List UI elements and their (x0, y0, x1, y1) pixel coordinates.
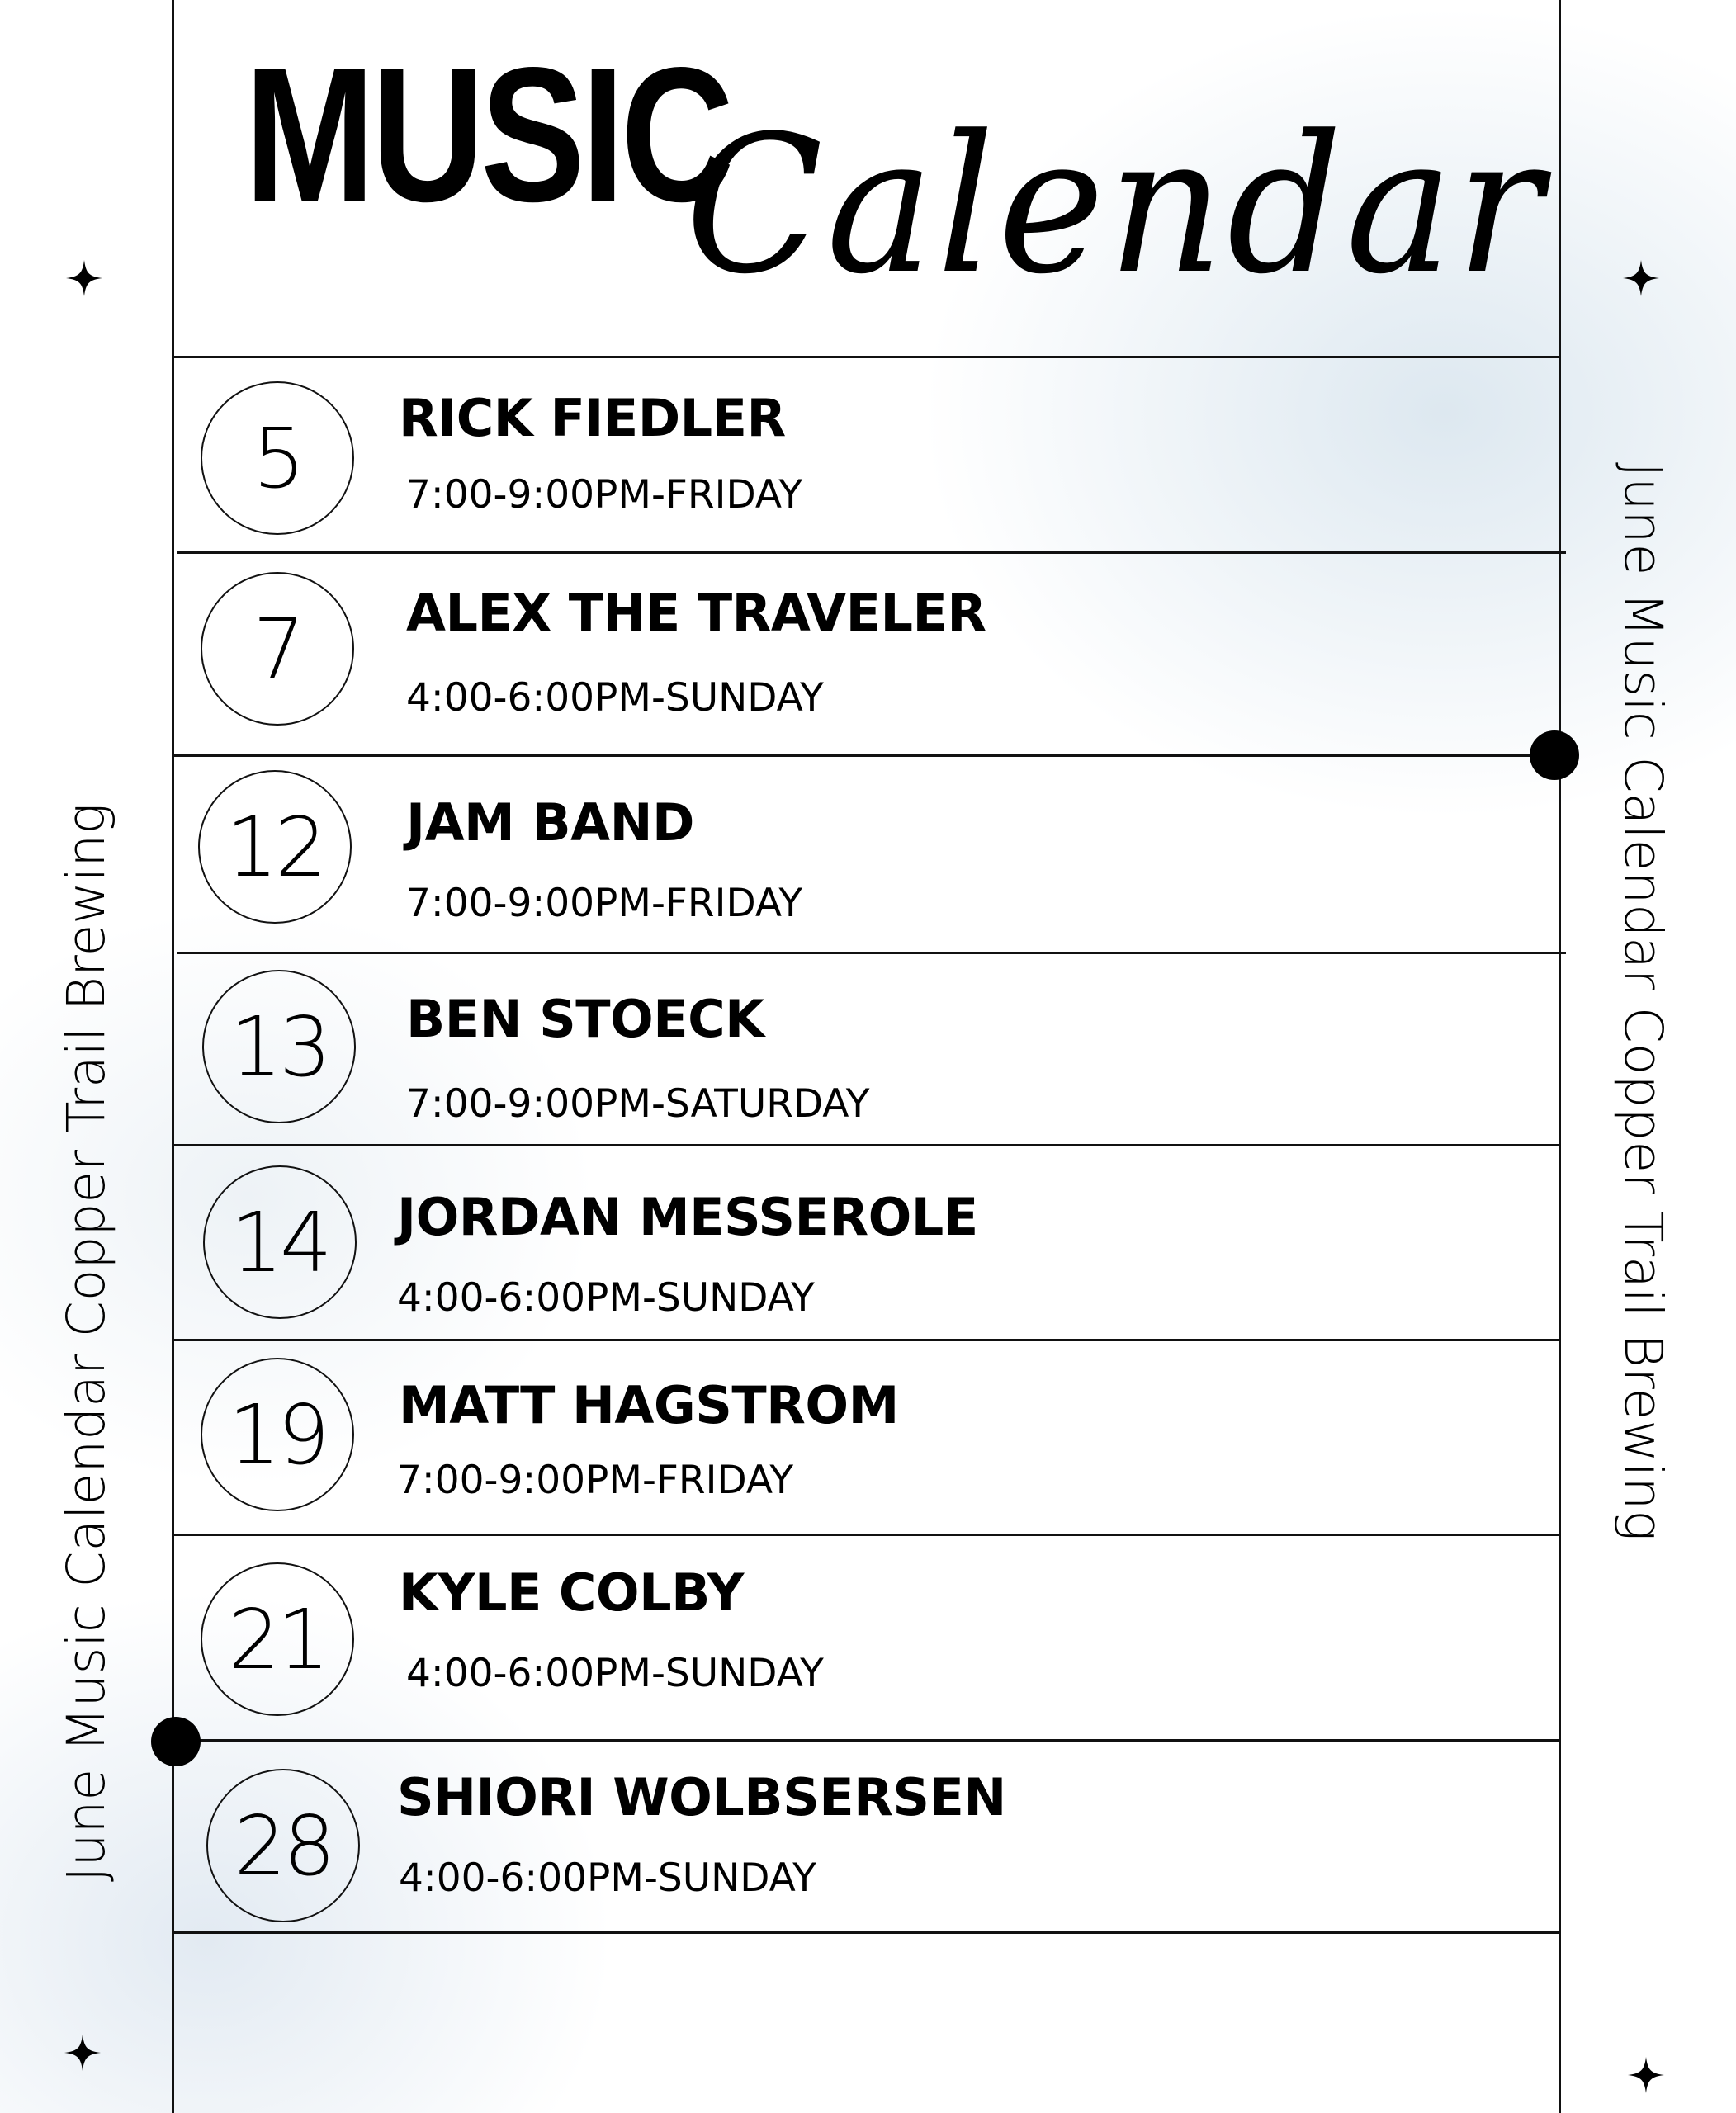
row-divider (177, 551, 1566, 554)
performer-name: JAM BAND (406, 792, 694, 853)
performer-name: KYLE COLBY (399, 1562, 744, 1623)
event-time: 7:00-9:00PM-FRIDAY (406, 881, 803, 926)
performer-name: JORDAN MESSEROLE (397, 1187, 978, 1247)
row-divider (177, 952, 1566, 954)
date-circle: 21 (201, 1562, 354, 1716)
date-circle: 13 (202, 970, 356, 1123)
sparkle-icon (1628, 2057, 1664, 2093)
performer-name: SHIORI WOLBSERSEN (397, 1767, 1006, 1827)
right-border-line (1559, 0, 1561, 2113)
event-time: 4:00-6:00PM-SUNDAY (406, 675, 824, 721)
event-time: 7:00-9:00PM-FRIDAY (406, 472, 803, 518)
event-time: 4:00-6:00PM-SUNDAY (406, 1651, 824, 1696)
performer-name: ALEX THE TRAVELER (406, 583, 986, 643)
event-time: 4:00-6:00PM-SUNDAY (397, 1275, 815, 1321)
sparkle-icon (1623, 260, 1659, 296)
date-circle: 5 (201, 381, 354, 535)
performer-name: BEN STOECK (406, 989, 764, 1049)
row-divider (172, 1534, 1561, 1536)
performer-name: MATT HAGSTROM (399, 1375, 899, 1435)
decor-dot (151, 1717, 201, 1766)
side-caption-left: June Music Calendar Copper Trail Brewing (56, 802, 116, 1882)
date-circle: 28 (206, 1769, 360, 1922)
date-circle: 12 (198, 770, 352, 924)
row-divider (172, 1339, 1561, 1341)
page-title-bold: MUSIC (244, 28, 731, 242)
date-circle: 7 (201, 572, 354, 726)
date-circle: 19 (201, 1358, 354, 1511)
performer-name: RICK FIEDLER (399, 388, 786, 448)
sparkle-icon (66, 260, 102, 296)
row-divider (172, 356, 1561, 358)
decor-dot (1530, 730, 1579, 780)
row-divider (172, 754, 1561, 757)
sparkle-icon (64, 2035, 101, 2071)
event-time: 7:00-9:00PM-FRIDAY (397, 1458, 794, 1503)
event-time: 4:00-6:00PM-SUNDAY (399, 1855, 816, 1901)
left-border-line (172, 0, 174, 2113)
event-time: 7:00-9:00PM-SATURDAY (406, 1081, 870, 1127)
row-divider (172, 1931, 1561, 1934)
date-circle: 14 (203, 1165, 357, 1319)
row-divider (172, 1739, 1561, 1742)
side-caption-right: June Music Calendar Copper Trail Brewing (1613, 462, 1673, 1542)
row-divider (172, 1144, 1561, 1146)
page-title-script: Calendar (685, 96, 1546, 316)
